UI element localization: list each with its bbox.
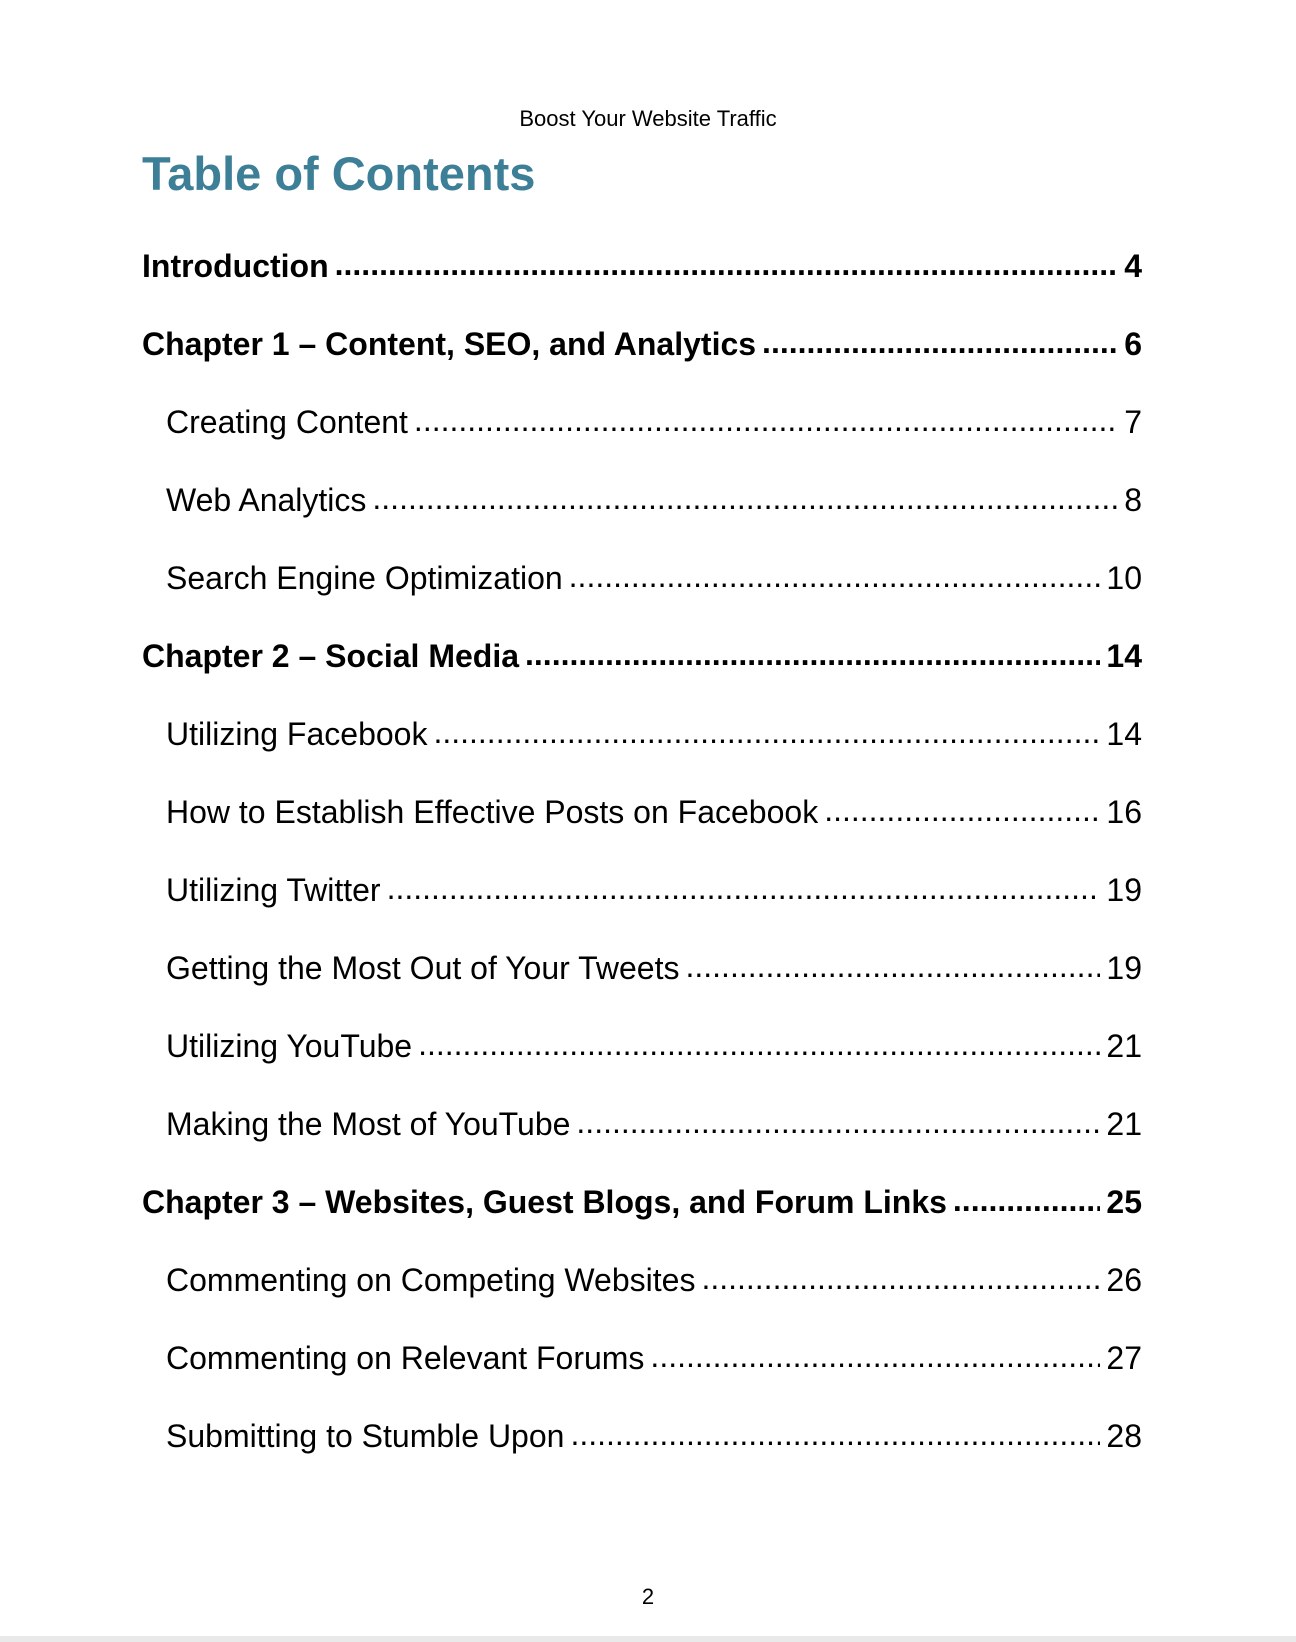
dot-leader: [335, 246, 1119, 283]
toc-entry-page: 8: [1124, 482, 1142, 518]
dot-leader: [701, 1260, 1100, 1297]
dot-leader: [650, 1338, 1100, 1375]
toc-entry-effective-posts-facebook[interactable]: [166, 794, 1142, 838]
dot-leader: [372, 480, 1118, 517]
toc-entry-label: Chapter 2 – Social Media: [142, 638, 520, 674]
toc-entry-stumble-upon[interactable]: [166, 1418, 1142, 1462]
toc-entry-competing-websites[interactable]: [166, 1262, 1142, 1306]
toc-entry-label: Chapter 3 – Websites, Guest Blogs, and Forum Links: [142, 1184, 947, 1220]
dot-leader: [824, 792, 1100, 829]
dot-leader: [576, 1104, 1100, 1141]
page-number: 2: [641, 1584, 655, 1609]
toc-entry-relevant-forums[interactable]: [166, 1340, 1142, 1384]
toc-entry-chapter-2[interactable]: [142, 638, 1142, 682]
toc-entry-chapter-3[interactable]: [142, 1184, 1142, 1228]
dot-leader: [762, 324, 1118, 361]
toc-entry-page: 19: [1106, 950, 1142, 986]
toc-entry-page: 4: [1124, 248, 1142, 284]
toc-entry-chapter-1[interactable]: [142, 326, 1142, 370]
dot-leader: [387, 870, 1101, 907]
toc-entry-page: 27: [1106, 1340, 1142, 1376]
toc-entry-page: 10: [1106, 560, 1142, 596]
toc-entry-label: Introduction: [142, 248, 329, 284]
toc-entry-most-of-youtube[interactable]: [166, 1106, 1142, 1150]
toc-entry-label: Utilizing YouTube: [166, 1028, 413, 1064]
toc-entry-label: Submitting to Stumble Upon: [166, 1418, 565, 1454]
dot-leader: [569, 558, 1101, 595]
dot-leader: [570, 1416, 1100, 1453]
toc-entry-label: Web Analytics: [166, 482, 367, 518]
toc-entry-page: 19: [1106, 872, 1142, 908]
toc-entry-page: 14: [1106, 638, 1142, 674]
toc-entry-label: Commenting on Competing Websites: [166, 1262, 696, 1298]
dot-leader: [414, 402, 1118, 439]
toc-entry-label: Creating Content: [166, 404, 408, 440]
page-bottom-edge: [0, 1636, 1296, 1642]
toc-entry-page: 21: [1106, 1106, 1142, 1142]
toc-entry-utilizing-twitter[interactable]: [166, 872, 1142, 916]
toc-entry-page: 25: [1106, 1184, 1142, 1220]
toc-entry-creating-content[interactable]: [166, 404, 1142, 448]
toc-entry-label: Making the Most of YouTube: [166, 1106, 571, 1142]
toc-entry-label: Utilizing Twitter: [166, 872, 381, 908]
toc-entry-label: Commenting on Relevant Forums: [166, 1340, 645, 1376]
toc-entry-label: Chapter 1 – Content, SEO, and Analytics: [142, 326, 757, 362]
toc-entry-page: 28: [1106, 1418, 1142, 1454]
toc-entry-most-out-of-tweets[interactable]: [166, 950, 1142, 994]
toc-entry-utilizing-facebook[interactable]: [166, 716, 1142, 760]
toc-entry-page: 7: [1124, 404, 1142, 440]
running-header: Boost Your Website Traffic: [519, 106, 777, 131]
toc-entry-seo[interactable]: [166, 560, 1142, 604]
dot-leader: [525, 636, 1100, 673]
toc-entry-label: Search Engine Optimization: [166, 560, 563, 596]
dot-leader: [433, 714, 1100, 751]
toc-entry-page: 21: [1106, 1028, 1142, 1064]
toc-entry-utilizing-youtube[interactable]: [166, 1028, 1142, 1072]
toc-entry-web-analytics[interactable]: [166, 482, 1142, 526]
toc-entry-label: How to Establish Effective Posts on Facebook: [166, 794, 819, 830]
toc-entry-page: 26: [1106, 1262, 1142, 1298]
toc-entry-page: 6: [1124, 326, 1142, 362]
toc-entry-label: Utilizing Facebook: [166, 716, 428, 752]
dot-leader: [685, 948, 1100, 985]
toc-entry-page: 16: [1106, 794, 1142, 830]
dot-leader: [418, 1026, 1100, 1063]
page-title: Table of Contents: [142, 147, 536, 200]
dot-leader: [953, 1182, 1101, 1219]
toc-entry-page: 14: [1106, 716, 1142, 752]
toc-entry-label: Getting the Most Out of Your Tweets: [166, 950, 680, 986]
toc-entry-introduction[interactable]: [142, 248, 1142, 292]
